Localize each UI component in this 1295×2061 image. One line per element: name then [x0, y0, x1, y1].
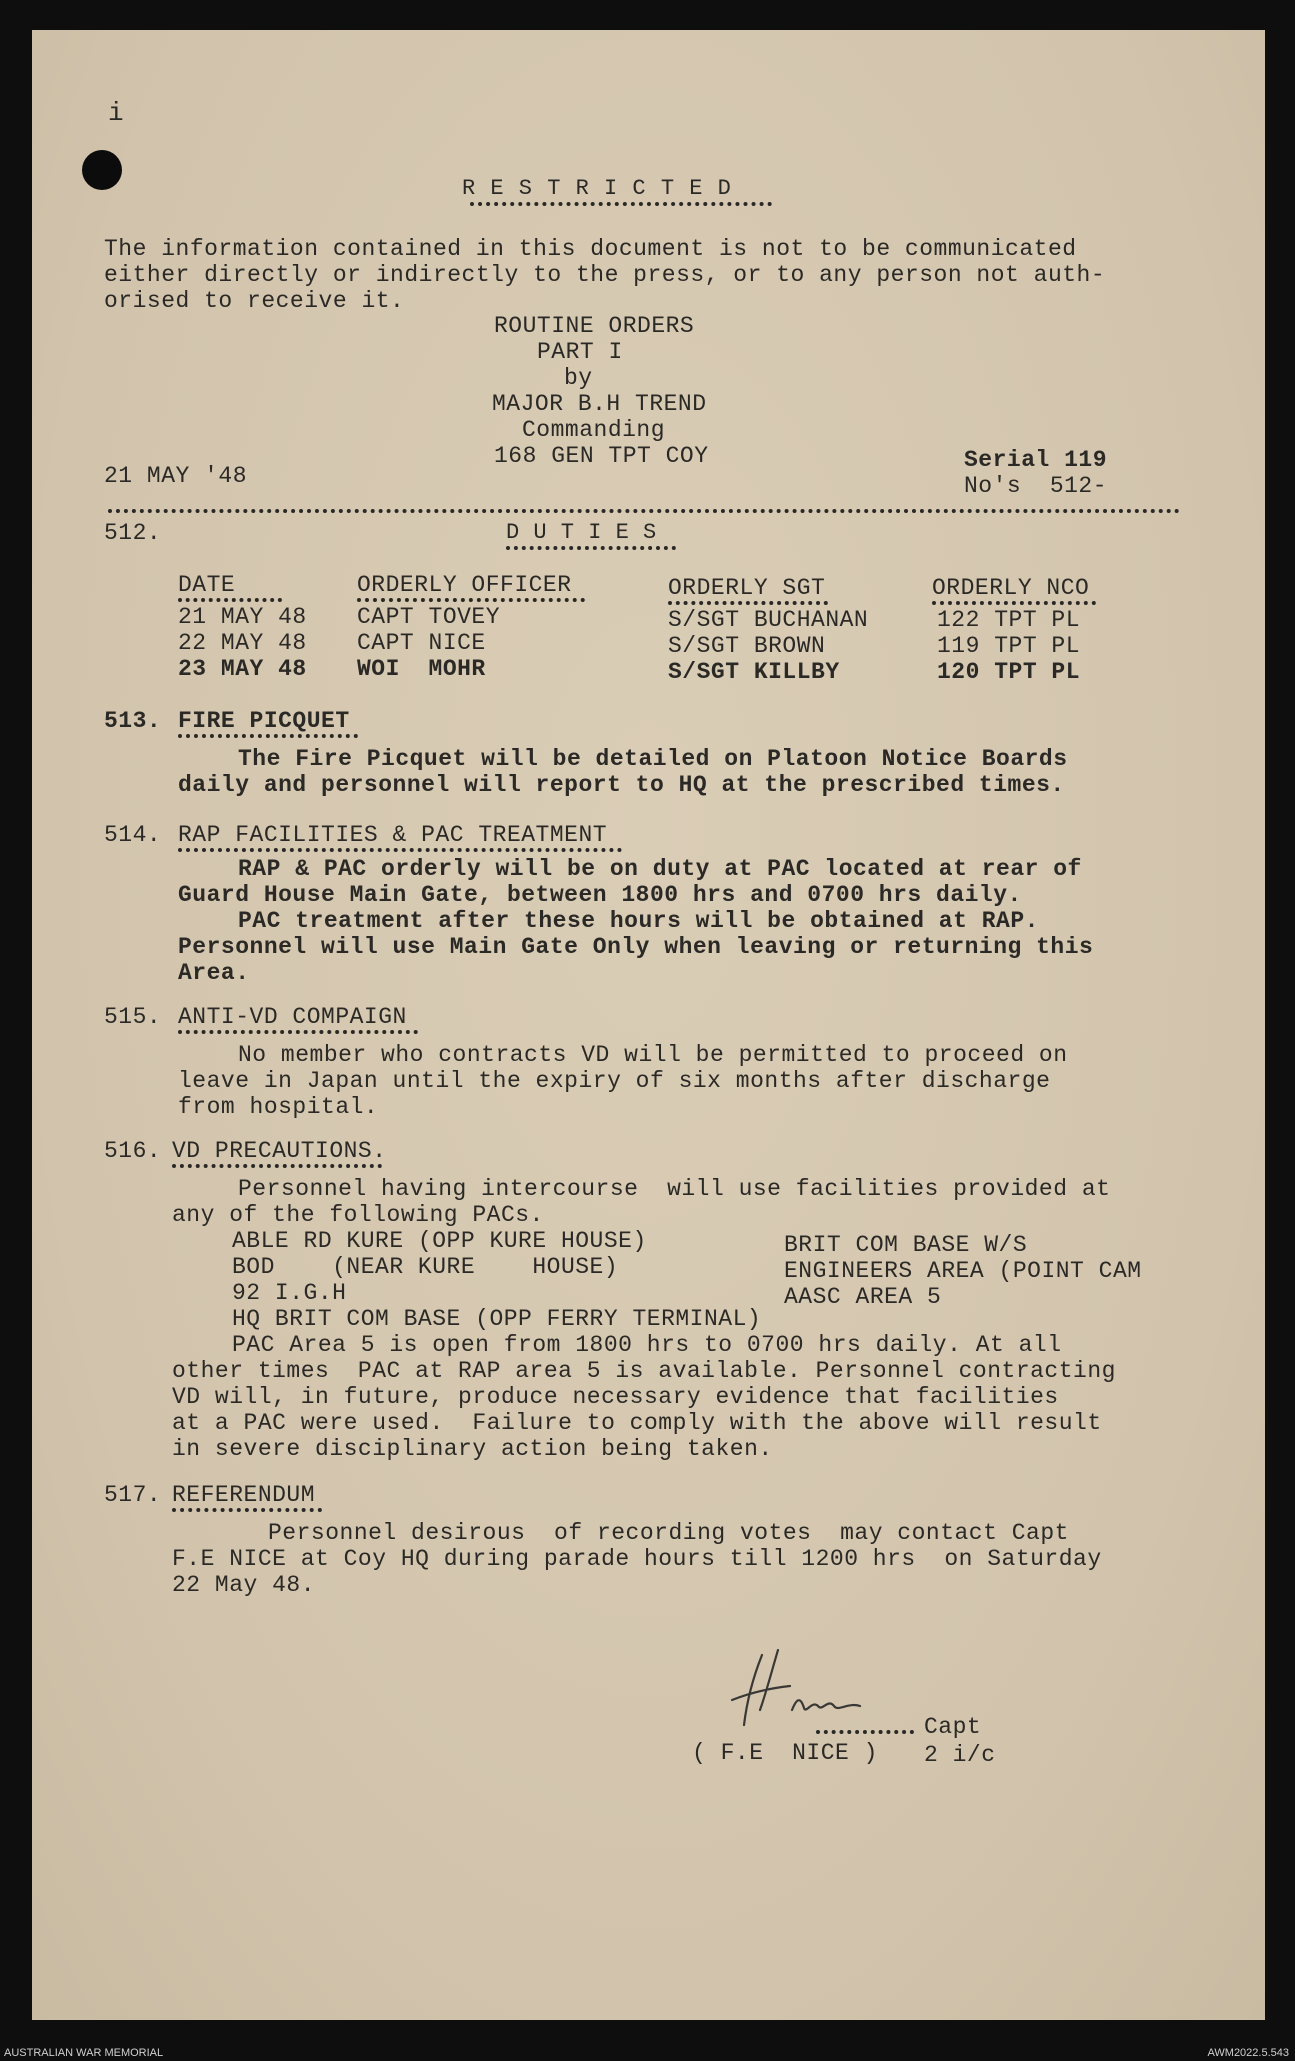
page-mark: i — [108, 98, 125, 128]
section-line: PAC Area 5 is open from 1800 hrs to 0700 hrs daily. At all — [232, 1332, 1062, 1358]
duty-sergeant: S/SGT KILLBY — [668, 659, 840, 685]
heading-underline — [172, 1508, 322, 1512]
notice-line: either directly or indirectly to the press, or to any person not auth- — [104, 262, 1106, 288]
order-date: 21 MAY '48 — [104, 463, 248, 489]
duty-sergeant: S/SGT BUCHANAN — [668, 607, 869, 633]
section-line: 22 May 48. — [172, 1572, 316, 1598]
pac-location: AASC AREA 5 — [784, 1284, 942, 1310]
signatory-rank: Capt — [924, 1714, 982, 1740]
section-line: Guard House Main Gate, between 1800 hrs and 0700 hrs daily. — [178, 882, 1022, 908]
section-heading: ANTI-VD COMPAIGN — [178, 1004, 407, 1030]
section-line: Personnel having intercourse will use facilities provided at — [238, 1176, 1111, 1202]
footer-archive-name: AUSTRALIAN WAR MEMORIAL — [4, 2047, 164, 2059]
duty-officer: CAPT NICE — [357, 630, 486, 656]
section-line: other times PAC at RAP area 5 is available. Personnel contracting — [172, 1358, 1116, 1384]
notice-line: The information contained in this document is not to be communicated — [104, 236, 1077, 262]
section-line: in severe disciplinary action being taken. — [172, 1436, 773, 1462]
section-line: RAP & PAC orderly will be on duty at PAC located at rear of — [238, 856, 1082, 882]
commanding-officer: MAJOR B.H TREND — [492, 391, 707, 417]
section-line: No member who contracts VD will be permitted to proceed on — [238, 1042, 1068, 1068]
separator-line — [108, 509, 1180, 513]
section-line: PAC treatment after these hours will be obtained at RAP. — [238, 908, 1039, 934]
duty-nco: 120 TPT PL — [937, 659, 1081, 685]
orders-part: PART I — [537, 339, 623, 365]
footer-accession-number: AWM2022.5.543 — [1207, 2047, 1289, 2059]
heading-underline — [178, 848, 622, 852]
duty-nco: 119 TPT PL — [937, 633, 1081, 659]
duty-date: 23 MAY 48 — [178, 656, 307, 682]
section-number: 512. — [104, 520, 162, 546]
heading-underline — [178, 734, 358, 738]
duty-officer: WOI MOHR — [357, 656, 486, 682]
column-underline — [932, 601, 1096, 605]
column-underline — [357, 598, 585, 602]
section-line: Personnel desirous of recording votes may contact Capt — [268, 1520, 1069, 1546]
signature-image — [692, 1640, 922, 1740]
duties-column-header: ORDERLY NCO — [932, 575, 1090, 601]
section-heading: REFERENDUM — [172, 1482, 316, 1508]
section-line: at a PAC were used. Failure to comply with the above will result — [172, 1410, 1102, 1436]
section-line: F.E NICE at Coy HQ during parade hours till 1200 hrs on Saturday — [172, 1546, 1102, 1572]
section-number: 514. — [104, 822, 162, 848]
duty-date: 21 MAY 48 — [178, 604, 307, 630]
section-line: any of the following PACs. — [172, 1202, 544, 1228]
classification-underline — [470, 202, 772, 206]
section-number: 517. — [104, 1482, 162, 1508]
classification-heading: R E S T R I C T E D — [462, 176, 732, 201]
section-heading: RAP FACILITIES & PAC TREATMENT — [178, 822, 608, 848]
notice-line: orised to receive it. — [104, 288, 405, 314]
pac-location: BRIT COM BASE W/S — [784, 1232, 1028, 1258]
heading-underline — [172, 1164, 382, 1168]
section-number: 513. — [104, 708, 162, 734]
section-number: 515. — [104, 1004, 162, 1030]
section-line: The Fire Picquet will be detailed on Platoon Notice Boards — [238, 746, 1068, 772]
section-line: VD will, in future, produce necessary evidence that facilities — [172, 1384, 1059, 1410]
punch-hole — [82, 150, 122, 190]
signatory-appointment: 2 i/c — [924, 1742, 996, 1768]
orders-title: ROUTINE ORDERS — [494, 313, 695, 339]
pac-location: HQ BRIT COM BASE (OPP FERRY TERMINAL) — [232, 1306, 762, 1332]
duties-column-header: ORDERLY OFFICER — [357, 572, 572, 598]
duties-underline — [506, 546, 676, 550]
duty-date: 22 MAY 48 — [178, 630, 307, 656]
pac-location: 92 I.G.H — [232, 1280, 347, 1306]
section-heading: FIRE PICQUET — [178, 708, 350, 734]
signature-line — [816, 1730, 914, 1734]
duties-column-header: DATE — [178, 572, 236, 598]
officer-role: Commanding — [522, 417, 666, 443]
document-page — [32, 30, 1265, 2020]
section-number: 516. — [104, 1138, 162, 1164]
signatory-name: ( F.E NICE ) — [692, 1740, 878, 1766]
heading-underline — [178, 1030, 418, 1034]
section-line: daily and personnel will report to HQ at the prescribed times. — [178, 772, 1065, 798]
order-numbers: No's 512- — [964, 473, 1108, 499]
section-line: Personnel will use Main Gate Only when leaving or returning this — [178, 934, 1094, 960]
column-underline — [178, 598, 282, 602]
unit-name: 168 GEN TPT COY — [494, 443, 709, 469]
section-line: Area. — [178, 960, 250, 986]
section-line: leave in Japan until the expiry of six months after discharge — [178, 1068, 1051, 1094]
duty-sergeant: S/SGT BROWN — [668, 633, 826, 659]
duty-nco: 122 TPT PL — [937, 607, 1081, 633]
orders-by: by — [564, 365, 593, 391]
pac-location: ENGINEERS AREA (POINT CAM — [784, 1258, 1142, 1284]
column-underline — [668, 601, 828, 605]
duties-column-header: ORDERLY SGT — [668, 575, 826, 601]
duty-officer: CAPT TOVEY — [357, 604, 501, 630]
section-heading: VD PRECAUTIONS. — [172, 1138, 387, 1164]
duties-heading: D U T I E S — [506, 520, 657, 545]
pac-location: BOD (NEAR KURE HOUSE) — [232, 1254, 619, 1280]
section-line: from hospital. — [178, 1094, 379, 1120]
pac-location: ABLE RD KURE (OPP KURE HOUSE) — [232, 1228, 647, 1254]
serial-number: Serial 119 — [964, 447, 1108, 473]
